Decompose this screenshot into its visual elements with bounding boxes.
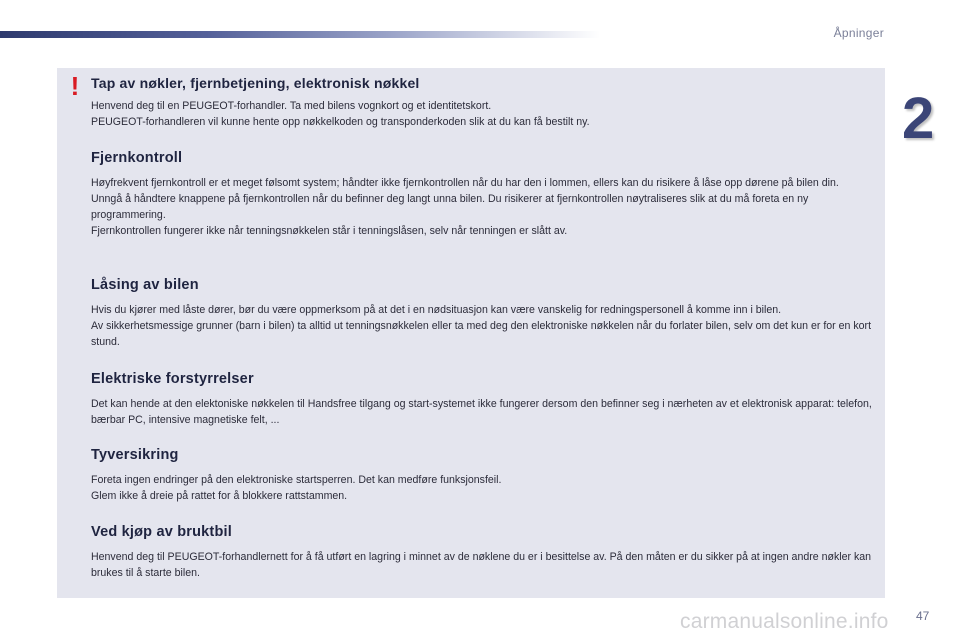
paragraph-line: Unngå å håndtere knappene på fjernkontrollen når du befinner deg langt unna bilen. Du risikerer at fjernkontrollen nøytraliseres slik at du må foreta en ny programmering. [91,193,809,221]
paragraph-line: Henvend deg til PEUGEOT-forhandlernett for å få utført en lagring i minnet av de nøklene du er i besittelse av. På den måten er du sikker på at ingen andre nøkler kan brukes til å starte bilen. [91,551,872,579]
chapter-name: Åpninger [833,26,884,40]
paragraph-line: Fjernkontrollen fungerer ikke når tenningsnøkkelen står i tenningslåsen, selv når tenningen er slått av. [91,225,568,237]
section-title: Elektriske forstyrrelser [91,371,254,387]
watermark: carmanualsonline.info [680,610,889,633]
exclamation-icon: ! [70,71,80,101]
section-lost-keys [91,75,881,130]
paragraph-line: Høyfrekvent fjernkontroll er et meget følsomt system; håndter ikke fjernkontrollen når du har den i lommen, ellers kan du risikere å låse opp dørene på bilen din. [91,177,839,189]
section-anti-theft [91,447,881,504]
chapter-number: 2 [902,86,935,151]
paragraph-line: Hvis du kjører med låste dører, bør du være oppmerksom på at det i en nødsituasjon kan være vanskelig for redningspersonell å komme inn i bilen. [91,304,782,316]
section-remote-control [91,150,881,239]
section-title: Fjernkontroll [91,150,183,166]
paragraph-line: PEUGEOT-forhandleren vil kunne hente opp nøkkelkoden og transponderkoden slik at du kan få bestilt ny. [91,116,590,128]
section-electrical-interference [91,371,881,428]
section-locking [91,277,881,350]
section-title: Ved kjøp av bruktbil [91,524,232,540]
paragraph-line: Henvend deg til en PEUGEOT-forhandler. Ta med bilens vognkort og et identitetskort. [91,100,492,112]
top-gradient-band [0,31,600,38]
section-title: Tyversikring [91,447,179,463]
paragraph-line: Av sikkerhetsmessige grunner (barn i bilen) ta alltid ut tenningsnøkkelen eller ta med deg den elektroniske nøkkelen når du forlater bilen, selv om det kun er for en kort stund. [91,320,872,348]
paragraph-line: Foreta ingen endringer på den elektroniske startsperren. Det kan medføre funksjonsfeil. [91,474,502,486]
paragraph-line: Det kan hende at den elektoniske nøkkelen til Handsfree tilgang og start-systemet ikke fungerer dersom den befinner seg i nærheten av et elektronisk apparat: telefon, bærbar PC, intensive magnetiske felt, ... [91,398,872,426]
page-number: 47 [916,609,930,623]
paragraph-line: Glem ikke å dreie på rattet for å blokkere rattstammen. [91,490,348,502]
section-title: Låsing av bilen [91,277,199,293]
section-title: Tap av nøkler, fjernbetjening, elektronisk nøkkel [91,75,420,91]
section-used-car [91,524,881,581]
